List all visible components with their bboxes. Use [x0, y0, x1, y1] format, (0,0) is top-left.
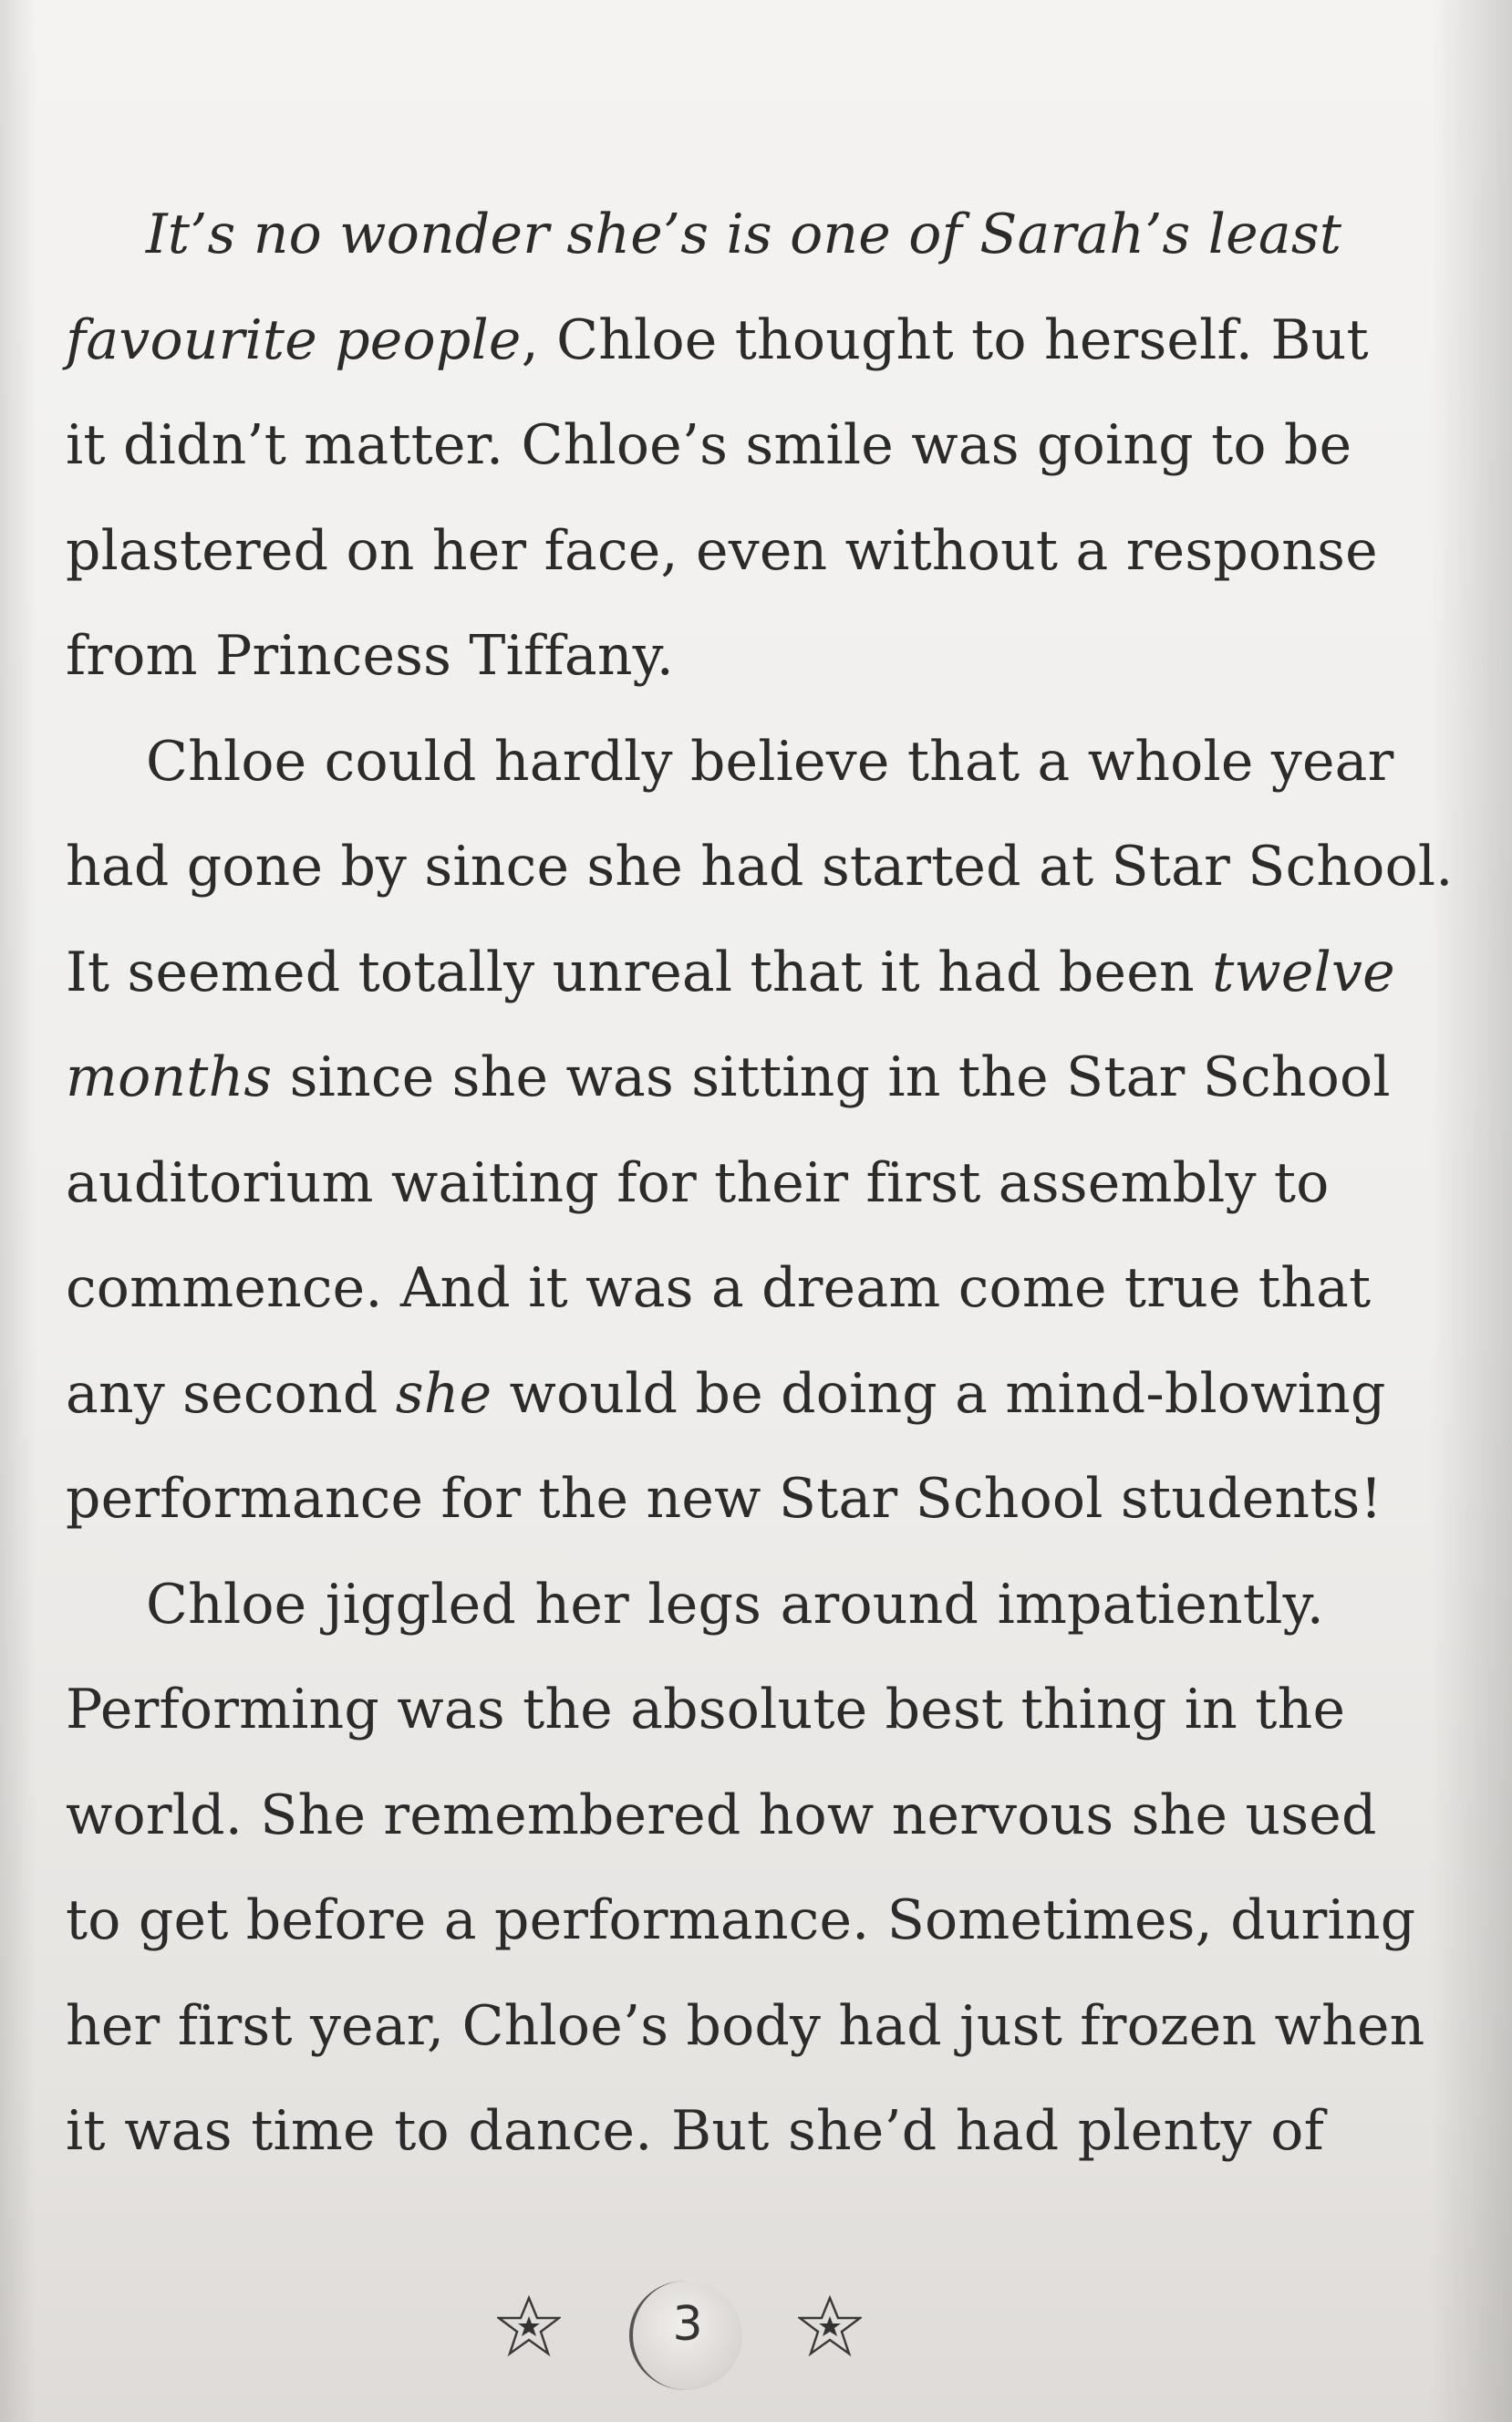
italic-text: favourite people	[66, 307, 522, 372]
text-line	[66, 920, 1395, 1026]
italic-text: she	[395, 1361, 492, 1426]
italic-text: months	[66, 1045, 273, 1109]
text-span: had gone by since she had started at Star School.	[66, 835, 1454, 899]
text-span: auditorium waiting for their first assembly to	[66, 1150, 1330, 1215]
page-number-badge	[629, 2281, 742, 2390]
star-icon	[798, 2294, 862, 2358]
text-line	[66, 1447, 1383, 1553]
text-span: from Princess Tiffany.	[66, 624, 675, 688]
body-text	[66, 182, 1454, 2185]
text-span: any second	[66, 1361, 396, 1426]
text-line	[66, 1236, 1372, 1342]
text-line	[66, 2079, 1324, 2185]
italic-text: twelve	[1212, 940, 1395, 1004]
text-line	[66, 710, 1394, 816]
text-line	[66, 604, 1324, 710]
text-line	[66, 393, 1352, 499]
text-span: It seemed totally unreal that it had been	[66, 940, 1213, 1004]
text-span: plastered on her face, even without a response	[66, 518, 1378, 583]
text-span: to get before a performance. Sometimes, during	[66, 1888, 1416, 1952]
italic-text: It’s no wonder she’s is one of Sarah’s least	[146, 203, 1342, 266]
text-line	[66, 1131, 1330, 1237]
text-span: Performing was the absolute best thing in the	[66, 1678, 1346, 1741]
text-line	[66, 815, 1454, 920]
text-line	[66, 288, 1369, 394]
text-span: her first year, Chloe’s body had just frozen when	[66, 1993, 1425, 2058]
text-span: would be doing a mind-blowing	[492, 1361, 1386, 1426]
text-span: commence. And it was a dream come true that	[66, 1256, 1372, 1320]
text-line	[66, 1974, 1425, 2080]
text-line	[66, 1553, 1324, 1658]
text-line	[66, 1025, 1391, 1131]
text-span: it didn’t matter. Chloe’s smile was going to be	[66, 413, 1352, 477]
text-span: world. She remembered how nervous she used	[66, 1783, 1377, 1847]
text-span: , Chloe thought to herself. But	[521, 307, 1369, 372]
text-line	[66, 182, 1342, 288]
page-number: 3	[672, 2297, 703, 2352]
star-icon	[497, 2294, 561, 2358]
text-line	[66, 1868, 1416, 1974]
text-line	[66, 1658, 1346, 1763]
text-span: since she was sitting in the Star School	[272, 1045, 1391, 1109]
text-line	[66, 1342, 1386, 1448]
page-footer	[0, 2281, 1512, 2381]
text-line	[66, 499, 1378, 605]
text-span: Chloe could hardly believe that a whole year	[146, 729, 1394, 794]
text-span: Chloe jiggled her legs around impatiently.	[146, 1572, 1324, 1637]
text-line	[66, 1763, 1377, 1869]
text-span: it was time to dance. But she’d had plenty of	[66, 2099, 1324, 2163]
text-span: performance for the new Star School students!	[66, 1467, 1383, 1531]
